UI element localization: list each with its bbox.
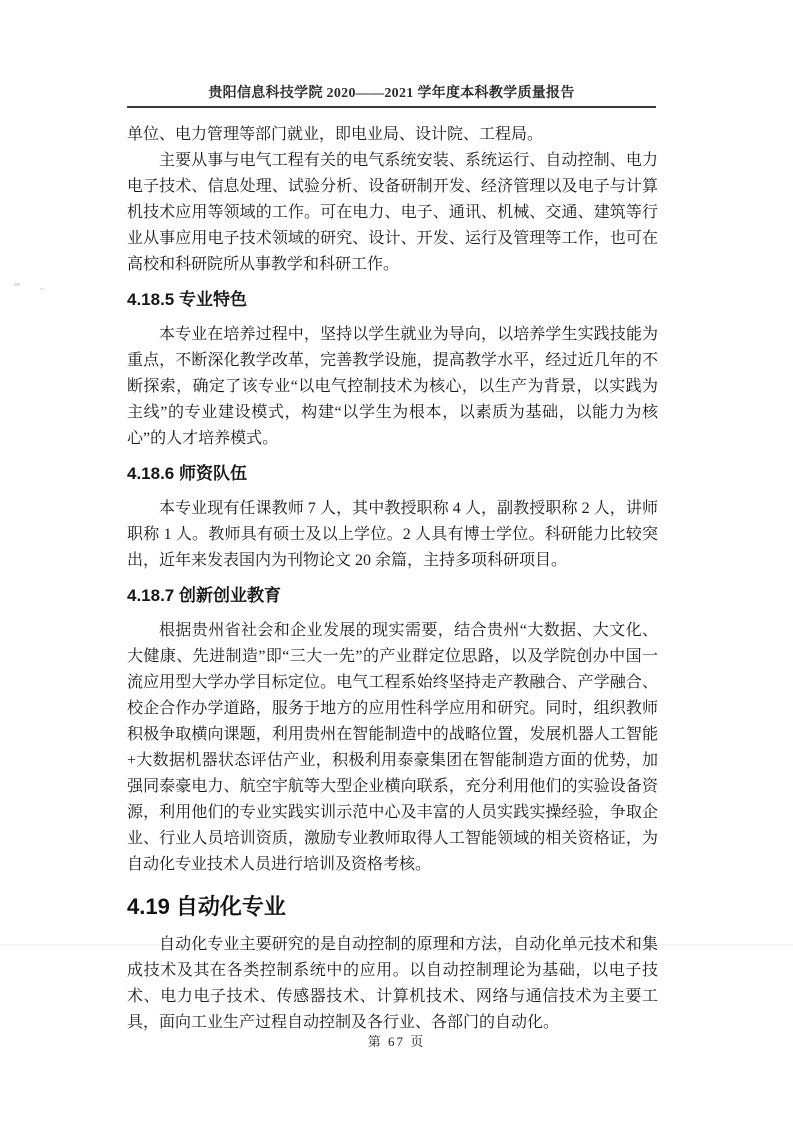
report-header-title: 贵阳信息科技学院 2020——2021 学年度本科教学质量报告 <box>127 82 656 108</box>
page-number: 第 67 页 <box>367 1034 426 1049</box>
paragraph-automation-major: 自动化专业主要研究的是自动控制的原理和方法，自动化单元技术和集成技术及其在各类控制系统中的应用。以自动控制理论为基础，以电子技术、电力电子技术、传感器技术、计算机技术、网络与通信技术为主要工具，面向工业生产过程自动控制及各行业、各部门的自动化。 <box>127 936 658 1031</box>
heading-4-19-automation-major: 4.19 自动化专业 <box>127 894 286 919</box>
scan-artifact-speck <box>40 288 44 290</box>
paragraph-career-fields: 主要从事与电气工程有关的电气系统安装、系统运行、自动控制、电力电子技术、信息处理、试验分析、设备研制开发、经济管理以及电子与计算机技术应用等领域的工作。可在电力、电子、通讯、机械、交通、建筑等行业从事应用电子技术领域的研究、设计、开发、运行及管理等工作，也可在高校和科研院所从事教学和科研工作。 <box>127 152 658 273</box>
paragraph-employment-units: 单位、电力管理等部门就业，即电业局、设计院、工程局。 <box>127 126 544 143</box>
heading-4-18-7-innovation-education: 4.18.7 创新创业教育 <box>127 586 281 605</box>
scan-artifact-speck <box>14 283 20 286</box>
document-body <box>127 122 658 1036</box>
paragraph-faculty: 本专业现有任课教师 7 人，其中教授职称 4 人，副教授职称 2 人，讲师职称 1 人。教师具有硕士及以上学位。2 人具有博士学位。科研能力比较突出，近年来发表国内为刊物论文 20 余篇，主持多项科研项目。 <box>127 500 658 569</box>
paragraph-innovation-education: 根据贵州省社会和企业发展的现实需要，结合贵州“大数据、大文化、大健康、先进制造”即“三大一先”的产业群定位思路，以及学院创办中国一流应用型大学办学目标定位。电气工程系始终坚持走产教融合、产学融合、校企合作办学道路，服务于地方的应用性科学应用和研究。同时，组织教师积极争取横向课题，利用贵州在智能制造中的战略位置，发展机器人工智能+大数据机器状态评估产业，积极利用泰豪集团在智能制造方面的优势，加强同泰豪电力、航空宇航等大型企业横向联系，充分利用他们的实验设备资源，利用他们的专业实践实训示范中心及丰富的人员实践实操经验，争取企业、行业人员培训资质，激励专业教师取得人工智能领域的相关资格证，为自动化专业技术人员进行培训及资格考核。 <box>127 622 658 873</box>
heading-4-18-6-faculty-team: 4.18.6 师资队伍 <box>127 464 247 483</box>
heading-4-18-5-specialty-features: 4.18.5 专业特色 <box>127 290 247 309</box>
paragraph-specialty-features: 本专业在培养过程中，坚持以学生就业为导向，以培养学生实践技能为重点，不断深化教学改革，完善教学设施，提高教学水平，经过近几年的不断探索，确定了该专业“以电气控制技术为核心，以生产为背景，以实践为主线”的专业建设模式，构建“以学生为根本，以素质为基础，以能力为核心”的人才培养模式。 <box>127 326 658 447</box>
